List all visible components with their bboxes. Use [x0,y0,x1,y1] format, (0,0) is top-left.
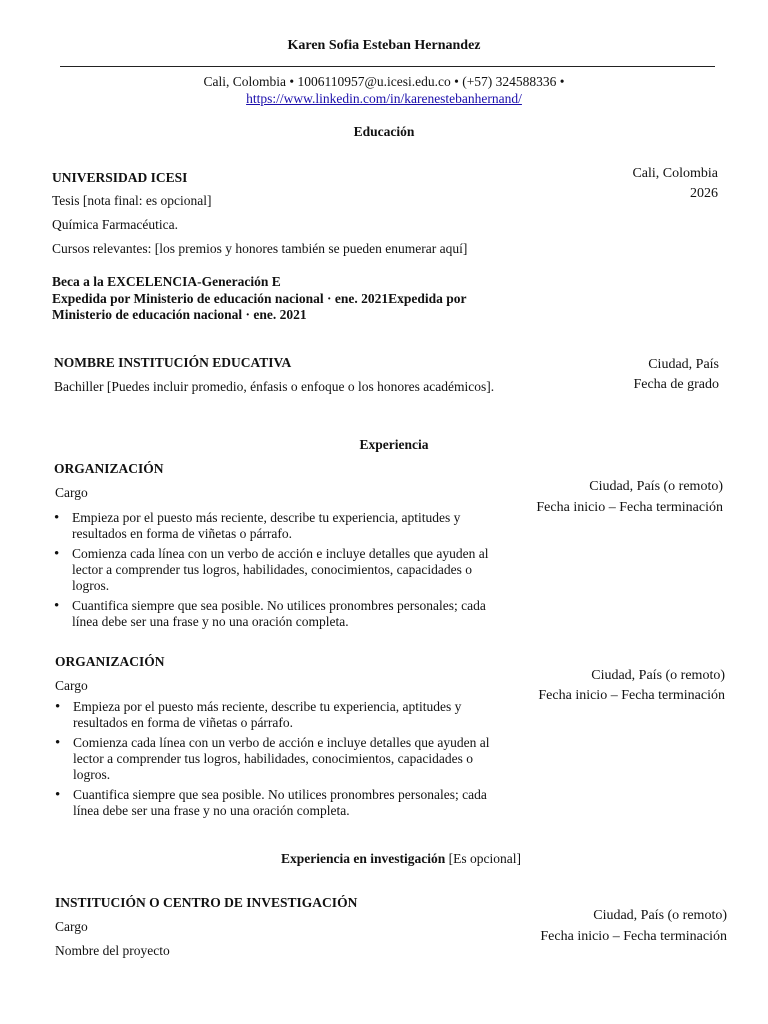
research-role: Cargo [55,919,88,934]
linkedin-link[interactable]: https://www.linkedin.com/in/karenestebanhernand/ [246,91,522,106]
school-date: Fecha de grado [633,377,719,392]
job-1-organization: ORGANIZACIÓN [54,461,164,476]
award-title: Beca a la EXCELENCIA-Generación E [52,274,281,289]
research-heading [0,851,768,867]
resume-name: Karen Sofia Esteban Hernandez [287,38,481,53]
job-1-role: Cargo [55,485,88,500]
list-item: • Empieza por el puesto más reciente, describe tu experiencia, aptitudes y resultados en forma de viñetas o párrafo. [54,510,504,542]
job-2-role: Cargo [55,678,88,693]
job-2-location: Ciudad, País (o remoto) [591,668,725,683]
award-detail-line-2: Ministerio de educación nacional · ene. 2021 [52,307,307,322]
award-detail-line-1: Expedida por Ministerio de educación nacional · ene. 2021Expedida por [52,291,467,306]
school-name: NOMBRE INSTITUCIÓN EDUCATIVA [54,355,292,370]
linkedin-line [0,91,768,107]
university-name: UNIVERSIDAD ICESI [52,170,188,185]
university-location: Cali, Colombia [632,166,718,181]
education-heading: Educación [353,124,415,139]
list-item: • Comienza cada línea con un verbo de acción e incluye detalles que ayuden al lector a comprender tus logros, habilidades, conocimientos, capacidades o logros. [55,735,505,783]
list-item: • Empieza por el puesto más reciente, describe tu experiencia, aptitudes y resultados en forma de viñetas o párrafo. [55,699,505,731]
job-1-bullets [54,510,504,634]
courses-line: Cursos relevantes: [los premios y honores también se pueden enumerar aquí] [52,241,468,256]
job-1-location: Ciudad, País (o remoto) [589,479,723,494]
university-year: 2026 [690,186,718,201]
job-2-dates: Fecha inicio – Fecha terminación [538,688,725,703]
research-project: Nombre del proyecto [55,943,170,958]
research-heading-title: Experiencia en investigación [281,851,446,866]
thesis-line: Tesis [nota final: es opcional] [52,193,212,208]
research-heading-note: [Es opcional] [445,851,521,866]
research-location: Ciudad, País (o remoto) [593,908,727,923]
experience-heading: Experiencia [359,437,429,452]
school-location: Ciudad, País [648,357,719,372]
job-2-organization: ORGANIZACIÓN [55,654,165,669]
contact-line: Cali, Colombia • 1006110957@u.icesi.edu.co • (+57) 324588336 • [203,74,565,89]
job-2-bullets [55,699,505,823]
list-item: • Cuantifica siempre que sea posible. No utilices pronombres personales; cada línea debe ser una frase y no una oración completa. [54,598,504,630]
header-divider [60,66,715,67]
program-line: Química Farmacéutica. [52,217,178,232]
research-dates: Fecha inicio – Fecha terminación [540,929,727,944]
research-institution: INSTITUCIÓN O CENTRO DE INVESTIGACIÓN [55,895,358,910]
job-1-dates: Fecha inicio – Fecha terminación [536,500,723,515]
list-item: • Cuantifica siempre que sea posible. No utilices pronombres personales; cada línea debe ser una frase y no una oración completa. [55,787,505,819]
list-item: • Comienza cada línea con un verbo de acción e incluye detalles que ayuden al lector a comprender tus logros, habilidades, conocimientos, capacidades o logros. [54,546,504,594]
school-detail: Bachiller [Puedes incluir promedio, énfasis o enfoque o los honores académicos]. [54,379,495,394]
